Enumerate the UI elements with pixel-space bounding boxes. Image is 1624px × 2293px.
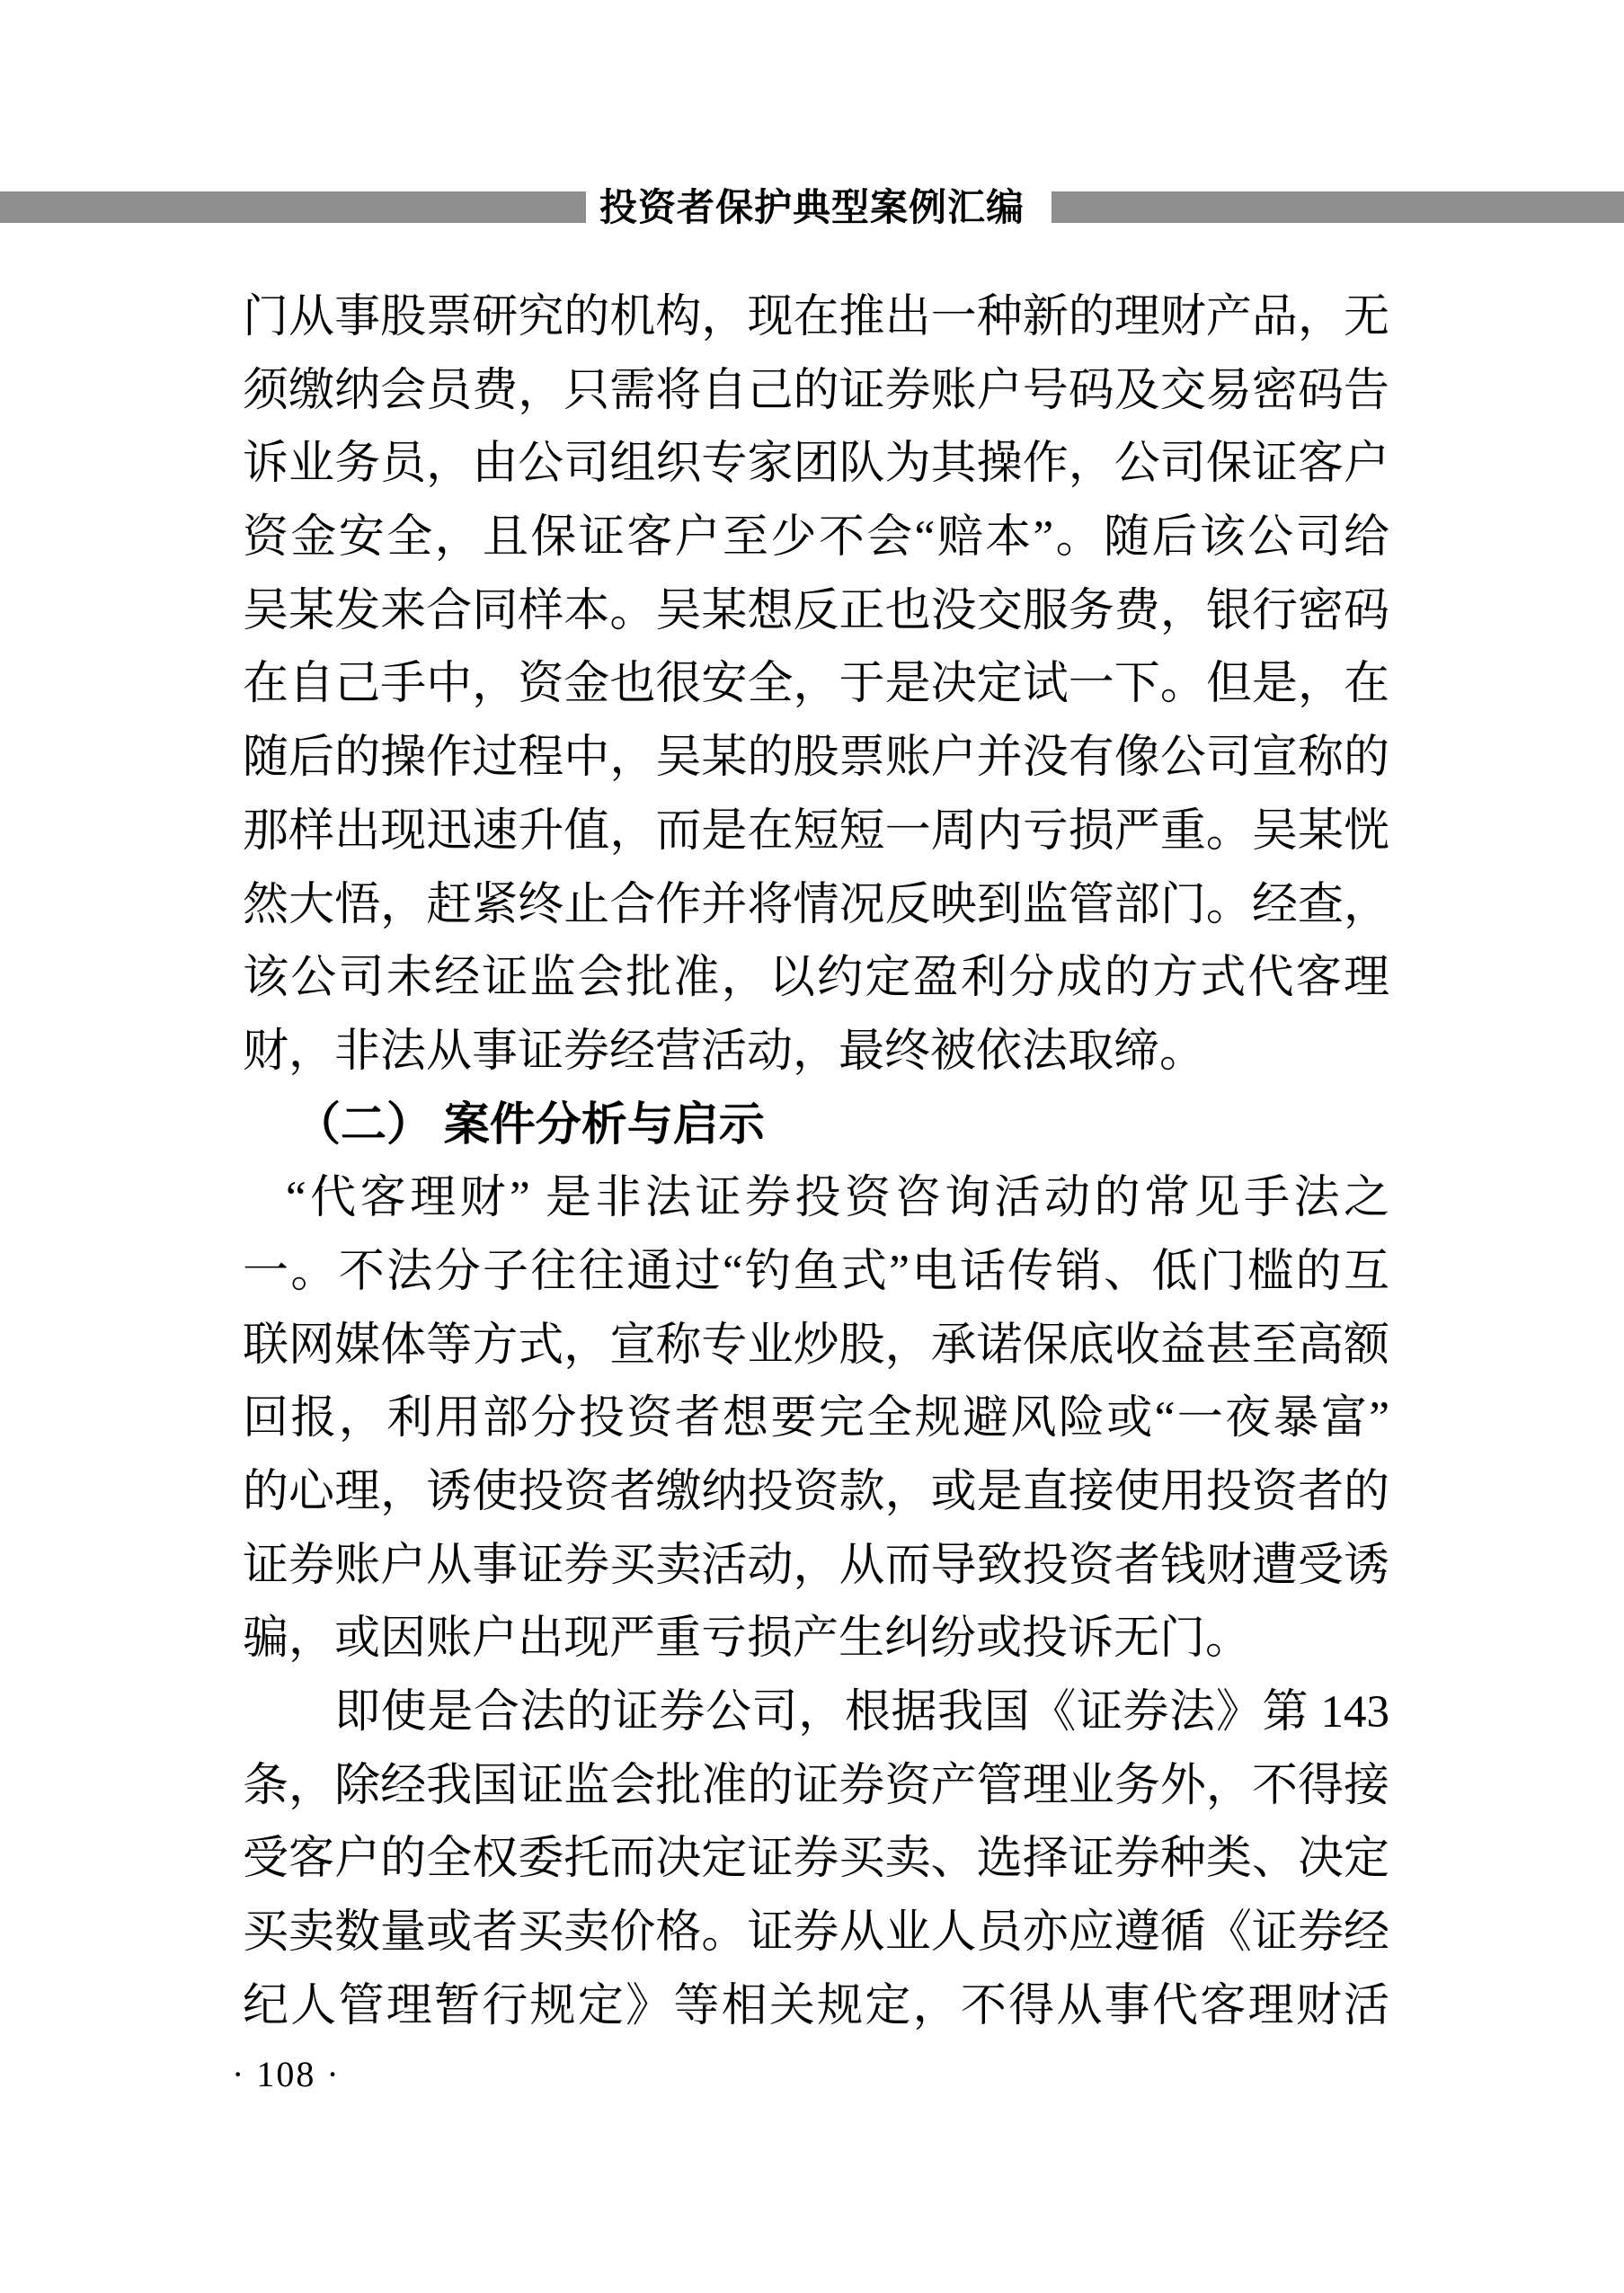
text-line: 吴某发来合同样本。吴某想反正也没交服务费，银行密码 [243, 585, 1389, 636]
body-text [243, 281, 1389, 2044]
text-line: 骗，或因账户出现严重亏损产生纠纷或投诉无门。 [243, 1613, 1252, 1665]
text-line: 一。不法分子往往通过“钓鱼式”电话传销、低门槛的互 [243, 1246, 1389, 1297]
page-number: · 108 · [232, 2054, 341, 2094]
text-line: 联网媒体等方式，宣称专业炒股，承诺保底收益甚至高额 [243, 1320, 1389, 1371]
text-line: 回报，利用部分投资者想要完全规避风险或“一夜暴富” [243, 1393, 1389, 1444]
text-line: 条，除经我国证监会批准的证券资产管理业务外，不得接 [243, 1760, 1389, 1811]
text-line: 随后的操作过程中，吴某的股票账户并没有像公司宣称的 [243, 733, 1389, 784]
text-line: 纪人管理暂行规定》等相关规定，不得从事代客理财活 [243, 1980, 1389, 2031]
text-line: 即使是合法的证券公司，根据我国《证券法》第 143 [334, 1687, 1389, 1738]
text-line: “代客理财” 是非法证券投资咨询活动的常见手法之 [286, 1173, 1389, 1224]
text-line: 受客户的全权委托而决定证券买卖、选择证券种类、决定 [243, 1834, 1389, 1885]
text-line: 在自己手中，资金也很安全，于是决定试一下。但是，在 [243, 659, 1389, 710]
header-rule-right [1052, 191, 1624, 223]
text-line: 该公司未经证监会批准，以约定盈利分成的方式代客理 [243, 953, 1389, 1004]
running-head: 投资者保护典型案例汇编 [599, 186, 1025, 228]
text-line: 财，非法从事证券经营活动，最终被依法取缔。 [243, 1026, 1206, 1077]
text-line: 资金安全，且保证客户至少不会“赔本”。随后该公司给 [243, 512, 1389, 564]
text-line: 门从事股票研究的机构，现在推出一种新的理财产品，无 [243, 292, 1389, 342]
text-line: 诉业务员，由公司组织专家团队为其操作，公司保证客户 [243, 439, 1389, 490]
text-line: 证券账户从事证券买卖活动，从而导致投资者钱财遭受诱 [243, 1540, 1389, 1591]
text-line: 然大悟，赶紧终止合作并将情况反映到监管部门。经查， [243, 879, 1389, 930]
text-line: 那样出现迅速升值，而是在短短一周内亏损严重。吴某恍 [243, 805, 1389, 857]
text-line: 的心理，诱使投资者缴纳投资款，或是直接使用投资者的 [243, 1467, 1389, 1517]
text-line: 须缴纳会员费，只需将自己的证券账户号码及交易密码告 [243, 365, 1389, 416]
section-heading: （二） 案件分析与启示 [295, 1099, 765, 1151]
text-line: 买卖数量或者买卖价格。证券从业人员亦应遵循《证券经 [243, 1907, 1389, 1959]
